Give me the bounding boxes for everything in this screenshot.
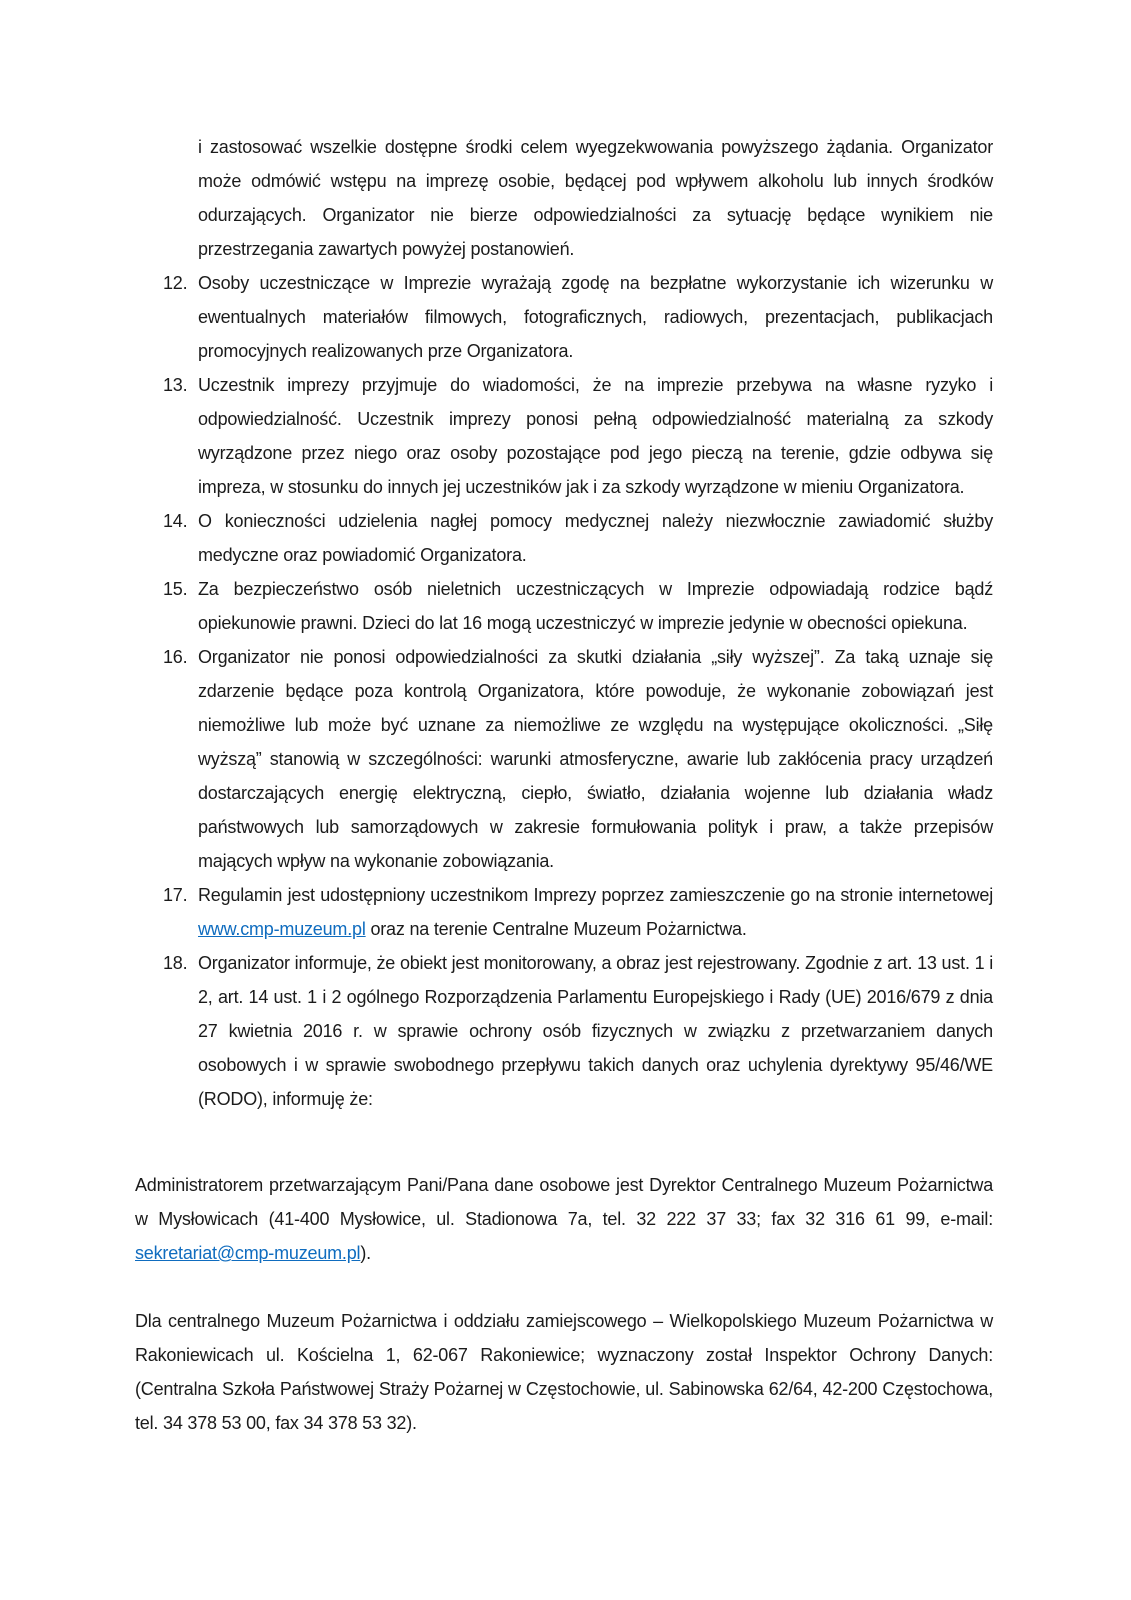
item-number: 16. — [163, 647, 188, 667]
item-text: Organizator nie ponosi odpowiedzialności za skutki działania „siły wyższej”. Za taką uznaje się zdarzenie będące poza kontrolą Organizatora, które powoduje, że wykonanie zobowiązań jest niemożliwe lub może być uznane za niemożliwe ze względu na występujące okoliczności. „Siłę wyższą” stanowią w szczególności: warunki atmosferyczne, awarie lub zakłócenia pracy urządzeń dostarczających energię elektryczną, ciepło, światło, działania wojenne lub działania władz państwowych lub samorządowych w zakresie formułowania polityk i praw, a także przepisów mających wpływ na wykonanie zobowiązania. — [198, 647, 993, 871]
list-item-18 — [135, 946, 993, 1116]
list-item-17 — [135, 878, 993, 946]
document-page — [135, 130, 993, 1440]
item-text: O konieczności udzielenia nagłej pomocy medycznej należy niezwłocznie zawiadomić służby medyczne oraz powiadomić Organizatora. — [198, 511, 993, 565]
item-text: Za bezpieczeństwo osób nieletnich uczestniczących w Imprezie odpowiadają rodzice bądź opiekunowie prawni. Dzieci do lat 16 mogą uczestniczyć w imprezie jedynie w obecności opiekuna. — [198, 579, 993, 633]
item-number: 17. — [163, 885, 188, 905]
website-link[interactable]: www.cmp-muzeum.pl — [198, 919, 366, 939]
item-text: Osoby uczestniczące w Imprezie wyrażają zgodę na bezpłatne wykorzystanie ich wizerunku w ewentualnych materiałów filmowych, fotograficznych, radiowych, prezentacjach, publikacjach promocyjnych realizowanych prze Organizatora. — [198, 273, 993, 361]
list-item-14 — [135, 504, 993, 572]
item-number: 13. — [163, 375, 188, 395]
item-number: 18. — [163, 953, 188, 973]
item-text: Organizator informuje, że obiekt jest monitorowany, a obraz jest rejestrowany. Zgodnie z art. 13 ust. 1 i 2, art. 14 ust. 1 i 2 ogólnego Rozporządzenia Parlamentu Europejskiego i Rady (UE) 2016/679 z dnia 27 kwietnia 2016 r. w sprawie ochrony osób fizycznych w związku z przetwarzaniem danych osobowych i w sprawie swobodnego przepływu takich danych oraz uchylenia dyrektywy 95/46/WE (RODO), informuję że: — [198, 953, 993, 1109]
inspector-paragraph: Dla centralnego Muzeum Pożarnictwa i oddziału zamiejscowego – Wielkopolskiego Muzeum Pożarnictwa w Rakoniewicach ul. Kościelna 1, 62-067 Rakoniewice; wyznaczony został Inspektor Ochrony Danych: (Centralna Szkoła Państwowej Straży Pożarnej w Częstochowie, ul. Sabinowska 62/64, 42-200 Częstochowa, tel. 34 378 53 00, fax 34 378 53 32). — [135, 1311, 993, 1433]
list-item-15 — [135, 572, 993, 640]
regulations-list — [135, 266, 993, 1116]
rodo-section — [135, 1168, 993, 1440]
item-number: 14. — [163, 511, 188, 531]
item-text: Regulamin jest udostępniony uczestnikom Imprezy poprzez zamieszczenie go na stronie internetowej www.cmp-muzeum.pl oraz na terenie Centralne Muzeum Pożarnictwa. — [198, 885, 993, 939]
continuation-paragraph: i zastosować wszelkie dostępne środki celem wyegzekwowania powyższego żądania. Organizator może odmówić wstępu na imprezę osobie, będącej pod wpływem alkoholu lub innych środków odurzających. Organizator nie bierze odpowiedzialności za sytuację będące wynikiem nie przestrzegania zawartych powyżej postanowień. — [198, 137, 993, 259]
list-item-16 — [135, 640, 993, 878]
item-number: 12. — [163, 273, 188, 293]
email-link[interactable]: sekretariat@cmp-muzeum.pl — [135, 1243, 361, 1263]
admin-paragraph: Administratorem przetwarzającym Pani/Pana dane osobowe jest Dyrektor Centralnego Muzeum Pożarnictwa w Mysłowicach (41-400 Mysłowice, ul. Stadionowa 7a, tel. 32 222 37 33; fax 32 316 61 99, e-mail: sekretariat@cmp-muzeum.pl). — [135, 1175, 993, 1263]
item-number: 15. — [163, 579, 188, 599]
list-item-13 — [135, 368, 993, 504]
list-item-12 — [135, 266, 993, 368]
item-text: Uczestnik imprezy przyjmuje do wiadomości, że na imprezie przebywa na własne ryzyko i odpowiedzialność. Uczestnik imprezy ponosi pełną odpowiedzialność materialną za szkody wyrządzone przez niego oraz osoby pozostające pod jego pieczą na terenie, gdzie odbywa się impreza, w stosunku do innych jej uczestników jak i za szkody wyrządzone w mieniu Organizatora. — [198, 375, 993, 497]
